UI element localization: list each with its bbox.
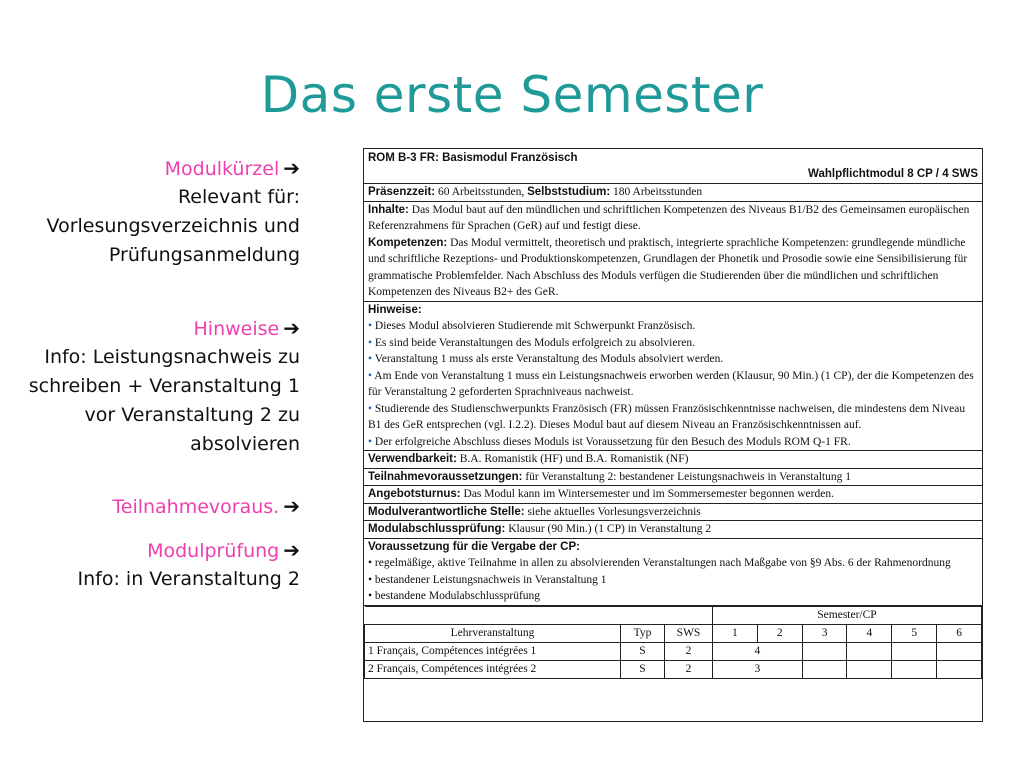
table-header-row <box>365 624 982 642</box>
semester-header: Semester/CP <box>713 606 982 624</box>
col-typ: Typ <box>621 624 665 642</box>
annotation-info-line: schreiben + Veranstaltung 1 <box>28 375 300 397</box>
annotation-info-line: Prüfungsanmeldung <box>108 244 300 266</box>
col-semester: 6 <box>937 624 982 642</box>
table-row <box>365 660 982 678</box>
annotation-info-line: Info: in Veranstaltung 2 <box>77 568 300 590</box>
list-item: • bestandene Modulabschlussprüfung <box>368 590 541 602</box>
arrow-right-icon: ➔ <box>283 538 300 562</box>
col-semester: 3 <box>802 624 847 642</box>
arrow-right-icon: ➔ <box>283 494 300 518</box>
course-name: 2 Français, Compétences intégrées 2 <box>365 660 621 678</box>
annotation-teilnahme <box>112 492 300 521</box>
hinweise-section <box>364 302 982 452</box>
list-item: • Es sind beide Veranstaltungen des Moduls erfolgreich zu absolvieren. <box>368 336 696 349</box>
kompetenzen-label: Kompetenzen: <box>368 236 448 249</box>
list-item: • Dieses Modul absolvieren Studierende mit Schwerpunkt Französisch. <box>368 320 696 332</box>
inhalte-section <box>364 202 982 302</box>
voraussetzung-cp-section <box>364 539 982 606</box>
voraussetzung-cp-label: Voraussetzung für die Vergabe der CP: <box>368 540 580 553</box>
course-sws: 2 <box>665 642 713 660</box>
selbststudium-label: Selbststudium: <box>527 186 611 198</box>
course-cp: 4 <box>713 642 803 660</box>
course-sws: 2 <box>665 660 713 678</box>
praesenzzeit-row <box>364 184 982 202</box>
col-semester: 5 <box>892 624 937 642</box>
modulabschluss-row: Modulabschlussprüfung: Klausur (90 Min.) (1 CP) in Veranstaltung 2 <box>364 521 982 539</box>
list-item: • Der erfolgreiche Abschluss dieses Moduls ist Voraussetzung für den Besuch des Moduls ROM Q-1 FR. <box>368 435 851 448</box>
list-item: • Studierende des Studienschwerpunkts Französisch (FR) müssen Französischkenntnisse nachweisen, die mindestens dem Niveau B1 des GeR entsprechen (vgl. I.2.2). Dieses Modul baut auf diesem Niveau an Französischkenntnissen auf. <box>368 402 966 431</box>
module-title: ROM B-3 FR: Basismodul Französisch <box>368 152 578 164</box>
arrow-right-icon: ➔ <box>283 316 300 340</box>
inhalte-text: Das Modul baut auf den mündlichen und schriftlichen Kompetenzen des Niveaus B1/B2 des Gemeinsamen europäischen Referenzrahmens für Sprachen (GeR) auf und festigt diese. <box>368 203 970 232</box>
praesenzzeit-value: 60 Arbeitsstunden, <box>435 186 528 198</box>
slide-title: Das erste Semester <box>260 66 764 124</box>
annotation-info-line: Vorlesungsverzeichnis und <box>46 215 300 237</box>
list-item: • Am Ende von Veranstaltung 1 muss ein Leistungsnachweis erworben werden (Klausur, 90 Min.) (1 CP), der die Kompetenzen des für Veranstaltung 2 geforderten Sprachniveaus nachweist. <box>368 369 974 398</box>
annotation-info-line: absolvieren <box>190 433 300 455</box>
table-header-row <box>365 606 982 624</box>
selbststudium-value: 180 Arbeitsstunden <box>610 186 703 198</box>
module-description <box>363 148 983 722</box>
course-table <box>364 606 982 679</box>
course-typ: S <box>621 642 665 660</box>
annotation-info-line: vor Veranstaltung 2 zu <box>84 404 300 426</box>
list-item: • regelmäßige, aktive Teilnahme in allen zu absolvierenden Veranstaltungen nach Maßgabe von §9 Abs. 6 der Rahmenordnung <box>368 557 951 569</box>
annotation-label: Modulprüfung <box>147 540 280 562</box>
list-item: • Veranstaltung 1 muss als erste Veranstaltung des Moduls absolviert werden. <box>368 353 724 365</box>
inhalte-label: Inhalte: <box>368 203 409 216</box>
course-name: 1 Français, Compétences intégrées 1 <box>365 642 621 660</box>
col-lehrveranstaltung: Lehrveranstaltung <box>365 624 621 642</box>
verwendbarkeit-row: Verwendbarkeit: B.A. Romanistik (HF) und B.A. Romanistik (NF) <box>364 451 982 469</box>
angebotsturnus-row: Angebotsturnus: Das Modul kann im Wintersemester und im Sommersemester begonnen werden. <box>364 486 982 504</box>
annotation-label: Hinweise <box>193 318 280 340</box>
col-semester: 4 <box>847 624 892 642</box>
annotation-info-line: Info: Leistungsnachweis zu <box>44 346 300 368</box>
col-semester: 2 <box>757 624 802 642</box>
hinweise-label: Hinweise: <box>368 303 422 316</box>
table-row <box>365 642 982 660</box>
col-semester: 1 <box>713 624 758 642</box>
annotation-info-line: Relevant für: <box>177 186 300 208</box>
annotation-hinweise <box>29 314 300 459</box>
module-type: Wahlpflichtmodul 8 CP / 4 SWS <box>808 168 978 180</box>
col-sws: SWS <box>665 624 713 642</box>
annotation-label: Teilnahmevoraus. <box>112 496 280 518</box>
annotation-modulkuerzel <box>47 154 300 270</box>
arrow-right-icon: ➔ <box>283 156 300 180</box>
list-item: • bestandener Leistungsnachweis in Veranstaltung 1 <box>368 573 607 586</box>
modulverantwortlich-row: Modulverantwortliche Stelle: siehe aktuelles Vorlesungsverzeichnis <box>364 504 982 522</box>
course-typ: S <box>621 660 665 678</box>
course-cp: 3 <box>713 660 803 678</box>
praesenzzeit-label: Präsenzzeit: <box>368 186 436 198</box>
teilnahmevoraussetzungen-row: Teilnahmevoraussetzungen: für Veranstaltung 2: bestandener Leistungsnachweis in Veranstaltung 1 <box>364 469 982 487</box>
annotation-modulpruefung <box>78 536 300 594</box>
module-header <box>364 149 982 184</box>
kompetenzen-text: Das Modul vermittelt, theoretisch und praktisch, integrierte sprachliche Kompetenzen: grundlegende mündliche und schriftliche Rezeptions- und Produktionskompetenzen, Grundlagen der Phonetik und Prosodie sowie eine Sensibilisierung für grammatische Problemfelder. Nach Abschluss des Moduls verfügen die Studierenden über die mündlichen und schriftlichen Kompetenzen des Niveaus B2+ des GeR. <box>368 236 968 298</box>
annotation-label: Modulkürzel <box>164 158 280 180</box>
